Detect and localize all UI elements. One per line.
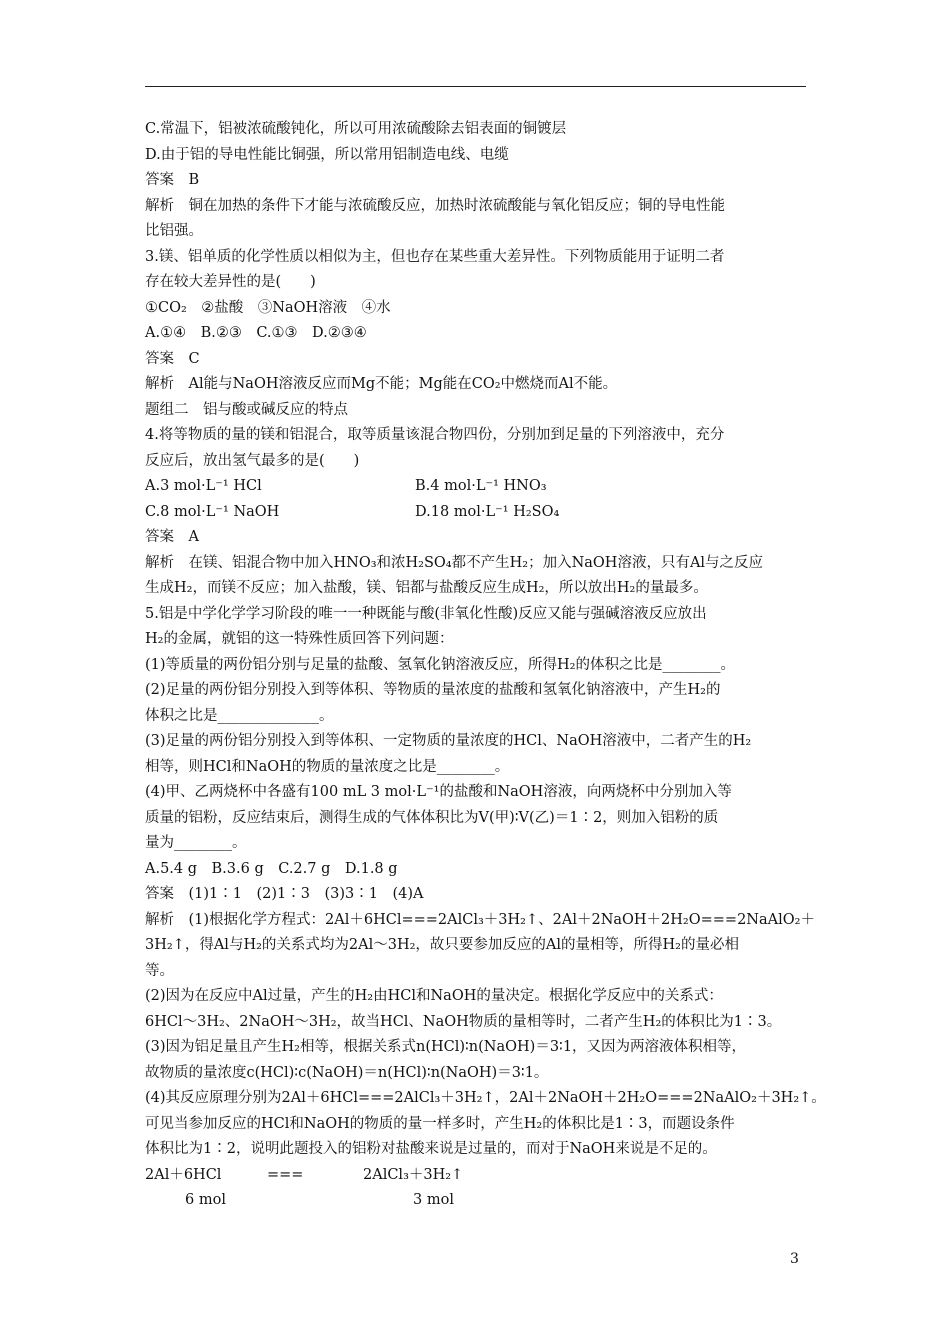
subquestion-line: (4)甲、乙两烧杯中各盛有100 mL 3 mol·L⁻¹的盐酸和NaOH溶液，向两烧杯中分别加入等 (145, 784, 732, 800)
q4-options-row (145, 500, 809, 526)
equation-row (145, 1163, 809, 1189)
subquestion-line: 量为________。 (145, 835, 247, 851)
q4-options-row (145, 474, 809, 500)
document-body (145, 117, 826, 1214)
answer-line: 答案 C (145, 350, 200, 367)
equation-right: 2AlCl₃＋3H₂↑ (363, 1166, 464, 1183)
question-line: 反应后，放出氢气最多的是( ) (145, 452, 360, 469)
explanation-line: 故物质的量浓度c(HCl)∶c(NaOH)＝n(HCl)∶n(NaOH)＝3∶1。 (145, 1064, 549, 1081)
explanation-line: 比铝强。 (145, 223, 203, 239)
subquestion-line: 相等，则HCl和NaOH的物质的量浓度之比是________。 (145, 758, 510, 775)
option-c: C.8 mol·L⁻¹ NaOH (145, 503, 280, 520)
explanation-line: 6HCl～3H₂、2NaOH～3H₂，故当HCl、NaOH物质的量相等时，二者产生H₂的体积比为1∶3。 (145, 1013, 782, 1030)
subquestion-line: (3)足量的两份铝分别投入到等体积、一定物质的量浓度的HCl、NaOH溶液中，二者产生的H₂ (145, 733, 752, 749)
explanation-line: 生成H₂，而镁不反应；加入盐酸，镁、铝都与盐酸反应生成H₂，所以放出H₂的量最多。 (145, 580, 708, 596)
explanation-line: 解析 Al能与NaOH溶液反应而Mg不能；Mg能在CO₂中燃烧而Al不能。 (145, 376, 618, 392)
subquestion-line: (1)等质量的两份铝分别与足量的盐酸、氢氧化钠溶液反应，所得H₂的体积之比是________。 (145, 656, 735, 673)
question-line: H₂的金属，就铝的这一特殊性质回答下列问题： (145, 631, 454, 647)
equation-arrow: === (267, 1166, 304, 1183)
choice-items: ①CO₂ ②盐酸 ③NaOH溶液 ④水 (145, 299, 391, 316)
equation-right-qty: 3 mol (413, 1192, 454, 1208)
option-a: A.3 mol·L⁻¹ HCl (145, 478, 262, 494)
explanation-line: (3)因为铝足量且产生H₂相等，根据关系式n(HCl)∶n(NaOH)＝3∶1，又因为两溶液体积相等， (145, 1039, 747, 1055)
header-rule (145, 86, 806, 87)
explanation-line: 解析 在镁、铝混合物中加入HNO₃和浓H₂SO₄都不产生H₂；加入NaOH溶液，只有Al与之反应 (145, 554, 764, 571)
text-line: D.由于铝的导电性能比铜强，所以常用铝制造电线、电缆 (145, 146, 509, 163)
section-heading: 题组二 铝与酸或碱反应的特点 (145, 401, 348, 418)
explanation-line: 体积比为1∶2，说明此题投入的铝粉对盐酸来说是过量的，而对于NaOH来说是不足的。 (145, 1141, 717, 1157)
explanation-line: 解析 铜在加热的条件下才能与浓硫酸反应，加热时浓硫酸能与氧化铝反应；铜的导电性能 (145, 197, 725, 214)
question-line: 存在较大差异性的是( ) (145, 274, 316, 290)
options-line: A.5.4 g B.3.6 g C.2.7 g D.1.8 g (145, 860, 398, 877)
answer-line: 答案 (1)1∶1 (2)1∶3 (3)3∶1 (4)A (145, 886, 424, 902)
page-number: 3 (790, 1251, 799, 1267)
question-line: 4.将等物质的量的镁和铝混合，取等质量该混合物四份，分别加到足量的下列溶液中，充分 (145, 427, 725, 443)
subquestion-line: (2)足量的两份铝分别投入到等体积、等物质的量浓度的盐酸和氢氧化钠溶液中，产生H₂的 (145, 682, 721, 698)
subquestion-line: 质量的铝粉，反应结束后，测得生成的气体体积比为V(甲)∶V(乙)＝1∶2，则加入铝粉的质 (145, 809, 719, 826)
explanation-line: (2)因为在反应中Al过量，产生的H₂由HCl和NaOH的量决定。根据化学反应中的关系式： (145, 988, 723, 1004)
subquestion-line: 体积之比是______________。 (145, 707, 334, 724)
answer-line: 答案 A (145, 529, 199, 545)
explanation-line: 等。 (145, 962, 174, 979)
question-line: 5.铝是中学化学学习阶段的唯一一种既能与酸(非氧化性酸)反应又能与强碱溶液反应放出 (145, 605, 707, 622)
equation-left-qty: 6 mol (185, 1192, 226, 1208)
equation-quantities-row (145, 1188, 809, 1214)
answer-line: 答案 B (145, 172, 200, 188)
text-line: C.常温下，铝被浓硫酸钝化，所以可用浓硫酸除去铝表面的铜镀层 (145, 121, 567, 137)
explanation-line: (4)其反应原理分别为2Al＋6HCl===2AlCl₃＋3H₂↑，2Al＋2NaOH＋2H₂O===2NaAlO₂＋3H₂↑。 (145, 1090, 826, 1106)
options-line: A.①④ B.②③ C.①③ D.②③④ (145, 325, 367, 341)
explanation-line: 可见当参加反应的HCl和NaOH的物质的量一样多时，产生H₂的体积比是1∶3，而题设条件 (145, 1115, 735, 1132)
question-line: 3.镁、铝单质的化学性质以相似为主，但也存在某些重大差异性。下列物质能用于证明二者 (145, 248, 725, 265)
explanation-line: 解析 (1)根据化学方程式：2Al＋6HCl===2AlCl₃＋3H₂↑、2Al＋2NaOH＋2H₂O===2NaAlO₂＋ (145, 911, 815, 928)
equation-left: 2Al＋6HCl (145, 1166, 222, 1183)
option-b: B.4 mol·L⁻¹ HNO₃ (415, 478, 547, 494)
explanation-line: 3H₂↑，得Al与H₂的关系式均为2Al～3H₂，故只要参加反应的Al的量相等，所得H₂的量必相 (145, 937, 739, 953)
option-d: D.18 mol·L⁻¹ H₂SO₄ (415, 503, 560, 520)
